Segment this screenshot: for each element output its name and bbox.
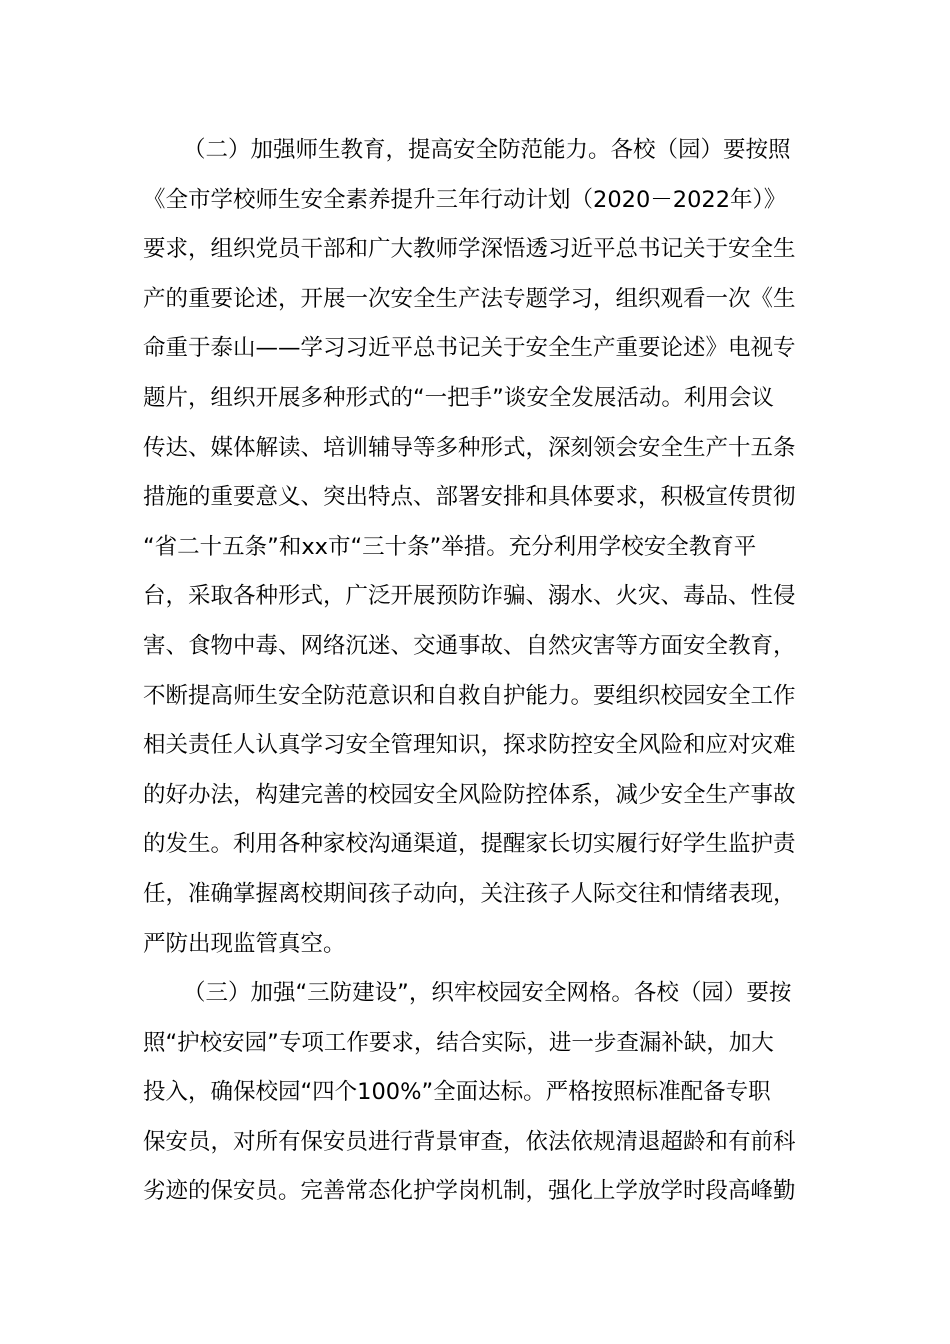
text-line: 产的重要论述，开展一次安全生产法专题学习，组织观看一次《生 <box>143 285 796 312</box>
text-line: 命重于泰山——学习习近平总书记关于安全生产重要论述》电视专 <box>143 335 796 362</box>
text-line: 任，准确掌握离校期间孩子动向，关注孩子人际交往和情绪表现， <box>143 880 796 907</box>
text-line: （三）加强“三防建设”，织牢校园安全网格。各校（园）要按 <box>183 980 792 1007</box>
text-line: “省二十五条”和xx市“三十条”举措。充分利用学校安全教育平 <box>143 533 757 560</box>
text-line: 题片，组织开展多种形式的“一把手”谈安全发展活动。利用会议 <box>143 384 774 411</box>
text-line: 要求，组织党员干部和广大教师学深悟透习近平总书记关于安全生 <box>143 236 796 263</box>
text-line: 劣迹的保安员。完善常态化护学岗机制，强化上学放学时段高峰勤 <box>143 1178 796 1205</box>
paragraph-2 <box>143 126 809 969</box>
text-line: 台，采取各种形式，广泛开展预防诈骗、溺水、火灾、毒品、性侵 <box>143 583 796 610</box>
text-line: 严防出现监管真空。 <box>143 930 346 957</box>
text-line: 保安员，对所有保安员进行背景审查，依法依规清退超龄和有前科 <box>143 1128 796 1155</box>
paragraph-3 <box>143 969 809 1217</box>
text-line: （二）加强师生教育，提高安全防范能力。各校（园）要按照 <box>183 137 791 163</box>
document-body <box>143 126 809 1217</box>
text-line: 《全市学校师生安全素养提升三年行动计划（2020－2022年）》 <box>143 186 787 213</box>
text-line: 措施的重要意义、突出特点、部署安排和具体要求，积极宣传贯彻 <box>143 484 796 511</box>
text-line: 的发生。利用各种家校沟通渠道，提醒家长切实履行好学生监护责 <box>143 831 796 858</box>
text-line: 不断提高师生安全防范意识和自救自护能力。要组织校园安全工作 <box>143 682 796 709</box>
text-line: 照“护校安园”专项工作要求，结合实际，进一步查漏补缺，加大 <box>143 1029 774 1056</box>
text-line: 投入，确保校园“四个100%”全面达标。严格按照标准配备专职 <box>143 1079 771 1106</box>
text-line: 害、食物中毒、网络沉迷、交通事故、自然灾害等方面安全教育， <box>143 632 796 659</box>
text-line: 传达、媒体解读、培训辅导等多种形式，深刻领会安全生产十五条 <box>143 434 796 461</box>
text-line: 相关责任人认真学习安全管理知识，探求防控安全风险和应对灾难 <box>143 732 796 759</box>
text-line: 的好办法，构建完善的校园安全风险防控体系，减少安全生产事故 <box>143 781 796 808</box>
